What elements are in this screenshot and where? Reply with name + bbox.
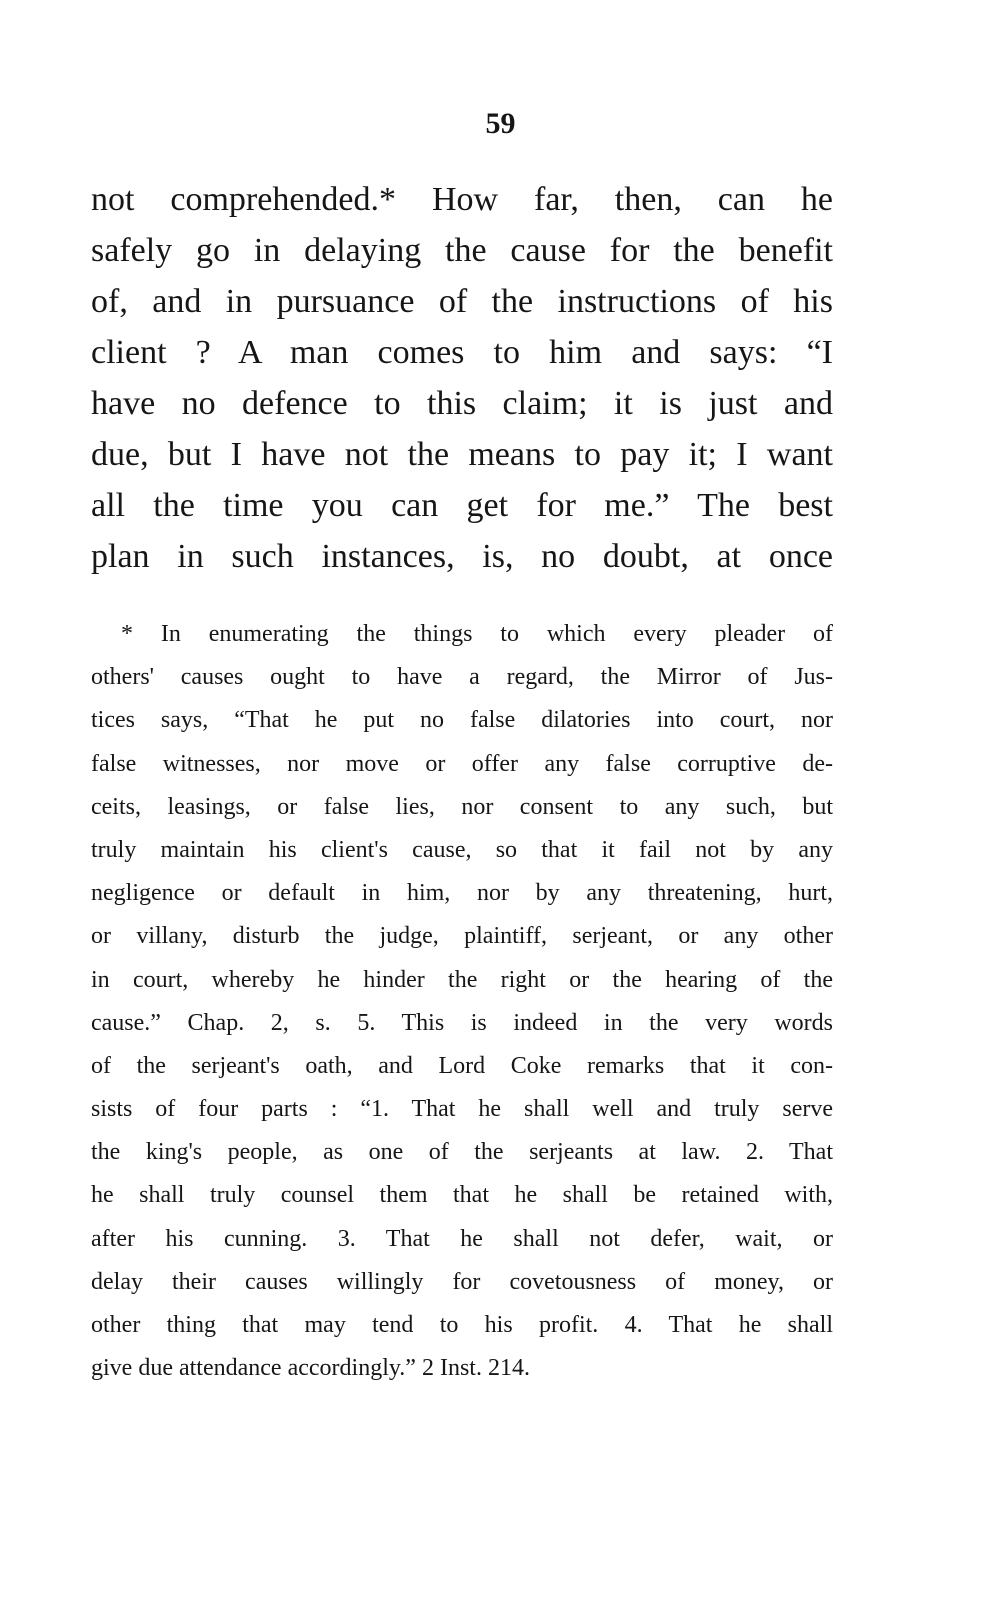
main-text-line: all the time you can get for me.” The best — [91, 487, 833, 524]
footnote-line: of the serjeant's oath, and Lord Coke remarks that it con- — [91, 1052, 833, 1079]
main-text — [91, 174, 833, 582]
footnote-line: delay their causes willingly for covetousness of money, or — [91, 1268, 833, 1295]
main-text-line: plan in such instances, is, no doubt, at once — [91, 538, 833, 575]
main-text-line: have no defence to this claim; it is just and — [91, 385, 833, 422]
footnote-line: sists of four parts : “1. That he shall well and truly serve — [91, 1096, 833, 1123]
main-text-line: due, but I have not the means to pay it; I want — [91, 436, 833, 473]
footnote-line: or villany, disturb the judge, plaintiff, serjeant, or any other — [91, 923, 833, 950]
footnote-line: negligence or default in him, nor by any threatening, hurt, — [91, 880, 833, 907]
footnote-line: he shall truly counsel them that he shall be retained with, — [91, 1182, 833, 1209]
footnote-line: false witnesses, nor move or offer any false corruptive de- — [91, 750, 833, 777]
footnote-line: give due attendance accordingly.” 2 Inst. 214. — [91, 1355, 530, 1382]
page-number: 59 — [485, 107, 516, 140]
footnote-line: other thing that may tend to his profit. 4. That he shall — [91, 1312, 833, 1338]
main-text-line: client ? A man comes to him and says: “I — [91, 334, 833, 371]
footnote-line: cause.” Chap. 2, s. 5. This is indeed in the very words — [91, 1009, 833, 1036]
footnote-line: the king's people, as one of the serjeants at law. 2. That — [91, 1139, 833, 1166]
footnote-line: in court, whereby he hinder the right or the hearing of the — [91, 966, 833, 993]
footnote-line: ceits, leasings, or false lies, nor consent to any such, but — [91, 793, 833, 820]
footnote — [91, 613, 833, 1390]
footnote-line: after his cunning. 3. That he shall not defer, wait, or — [91, 1225, 833, 1252]
footnote-line: others' causes ought to have a regard, the Mirror of Jus- — [91, 664, 833, 691]
footnote-line: tices says, “That he put no false dilatories into court, nor — [91, 707, 833, 734]
footnote-line: truly maintain his client's cause, so that it fail not by any — [91, 836, 833, 863]
footnote-line: * In enumerating the things to which every pleader of — [121, 621, 833, 647]
main-text-line: safely go in delaying the cause for the benefit — [91, 232, 833, 269]
main-text-line: not comprehended.* How far, then, can he — [91, 181, 833, 218]
main-text-line: of, and in pursuance of the instructions of his — [91, 283, 833, 320]
